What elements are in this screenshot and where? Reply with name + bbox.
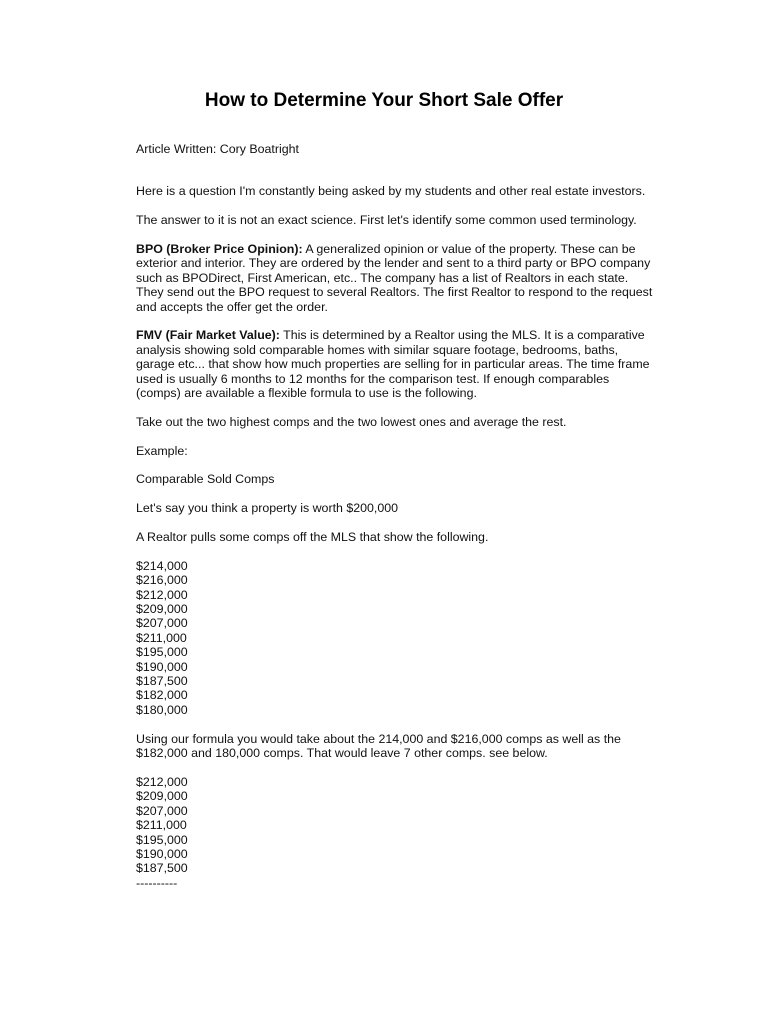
comp-amount: $190,000 — [136, 659, 188, 674]
comp-amount: $207,000 — [136, 616, 188, 631]
comp-amount: $190,000 — [136, 846, 188, 861]
comp-amount: $211,000 — [136, 630, 187, 645]
paragraph-realtor-pulls: A Realtor pulls some comps off the MLS that show the following. — [136, 530, 489, 545]
bpo-term: BPO (Broker Price Opinion): — [136, 242, 303, 256]
paragraph-bpo — [136, 242, 656, 314]
comp-amount: $212,000 — [136, 587, 188, 602]
byline: Article Written: Cory Boatright — [136, 142, 299, 156]
comps-list-all — [136, 559, 656, 717]
comp-amount: $212,000 — [136, 774, 188, 789]
fmv-term: FMV (Fair Market Value): — [136, 328, 280, 343]
bpo-definition: A generalized opinion or value of the property. These can be exterior and interior. They are ordered by the lender and sent to a third party or BPO company such as BPODirect, First American, etc.. The company has a list of Realtors in each state. They send out the BPO request to several Realtors. The first Realtor to respond to the request and accepts the offer get the order. — [136, 242, 653, 314]
comp-amount: $187,500 — [136, 861, 188, 876]
paragraph-formula: Using our formula you would take about the 214,000 and $216,000 comps as well as the $182,000 and 180,000 comps. That would leave 7 other comps. see below. — [136, 731, 621, 761]
comp-amount: $211,000 — [136, 818, 187, 833]
article-body — [136, 142, 656, 890]
comp-amount: $209,000 — [136, 602, 188, 617]
comp-amount: $207,000 — [136, 803, 188, 818]
separator-line: ---------- — [136, 875, 178, 890]
fmv-definition: This is determined by a Realtor using the MLS. It is a comparative analysis showing sold comparable homes with similar square footage, bedrooms, baths, garage etc... that show how much properties are selling for in particular areas. The time frame used is usually 6 months to 12 months for the comparison test. If enough comparables (comps) are available a flexible formula to use is the following. — [136, 328, 650, 401]
paragraph-answer: The answer to it is not an exact science. First let's identify some common used terminology. — [136, 213, 637, 228]
paragraph-take-out: Take out the two highest comps and the two lowest ones and average the rest. — [136, 414, 567, 429]
comp-amount: $209,000 — [136, 789, 188, 804]
comp-amount: $195,000 — [136, 645, 188, 660]
paragraph-fmv — [136, 328, 656, 400]
comp-amount: $216,000 — [136, 573, 188, 588]
comp-amount: $214,000 — [136, 558, 188, 573]
paragraph-lets-say: Let's say you think a property is worth $200,000 — [136, 501, 399, 516]
comp-amount: $187,500 — [136, 674, 188, 689]
comp-amount: $195,000 — [136, 832, 188, 847]
comp-amount: $182,000 — [136, 688, 188, 703]
paragraph-intro: Here is a question I'm constantly being asked by my students and other real estate investors. — [136, 184, 646, 199]
comp-amount: $180,000 — [136, 702, 188, 717]
page-title: How to Determine Your Short Sale Offer — [204, 90, 564, 111]
paragraph-comparable: Comparable Sold Comps — [136, 472, 275, 487]
paragraph-example: Example: — [136, 443, 188, 458]
comps-list-remaining — [136, 775, 656, 890]
